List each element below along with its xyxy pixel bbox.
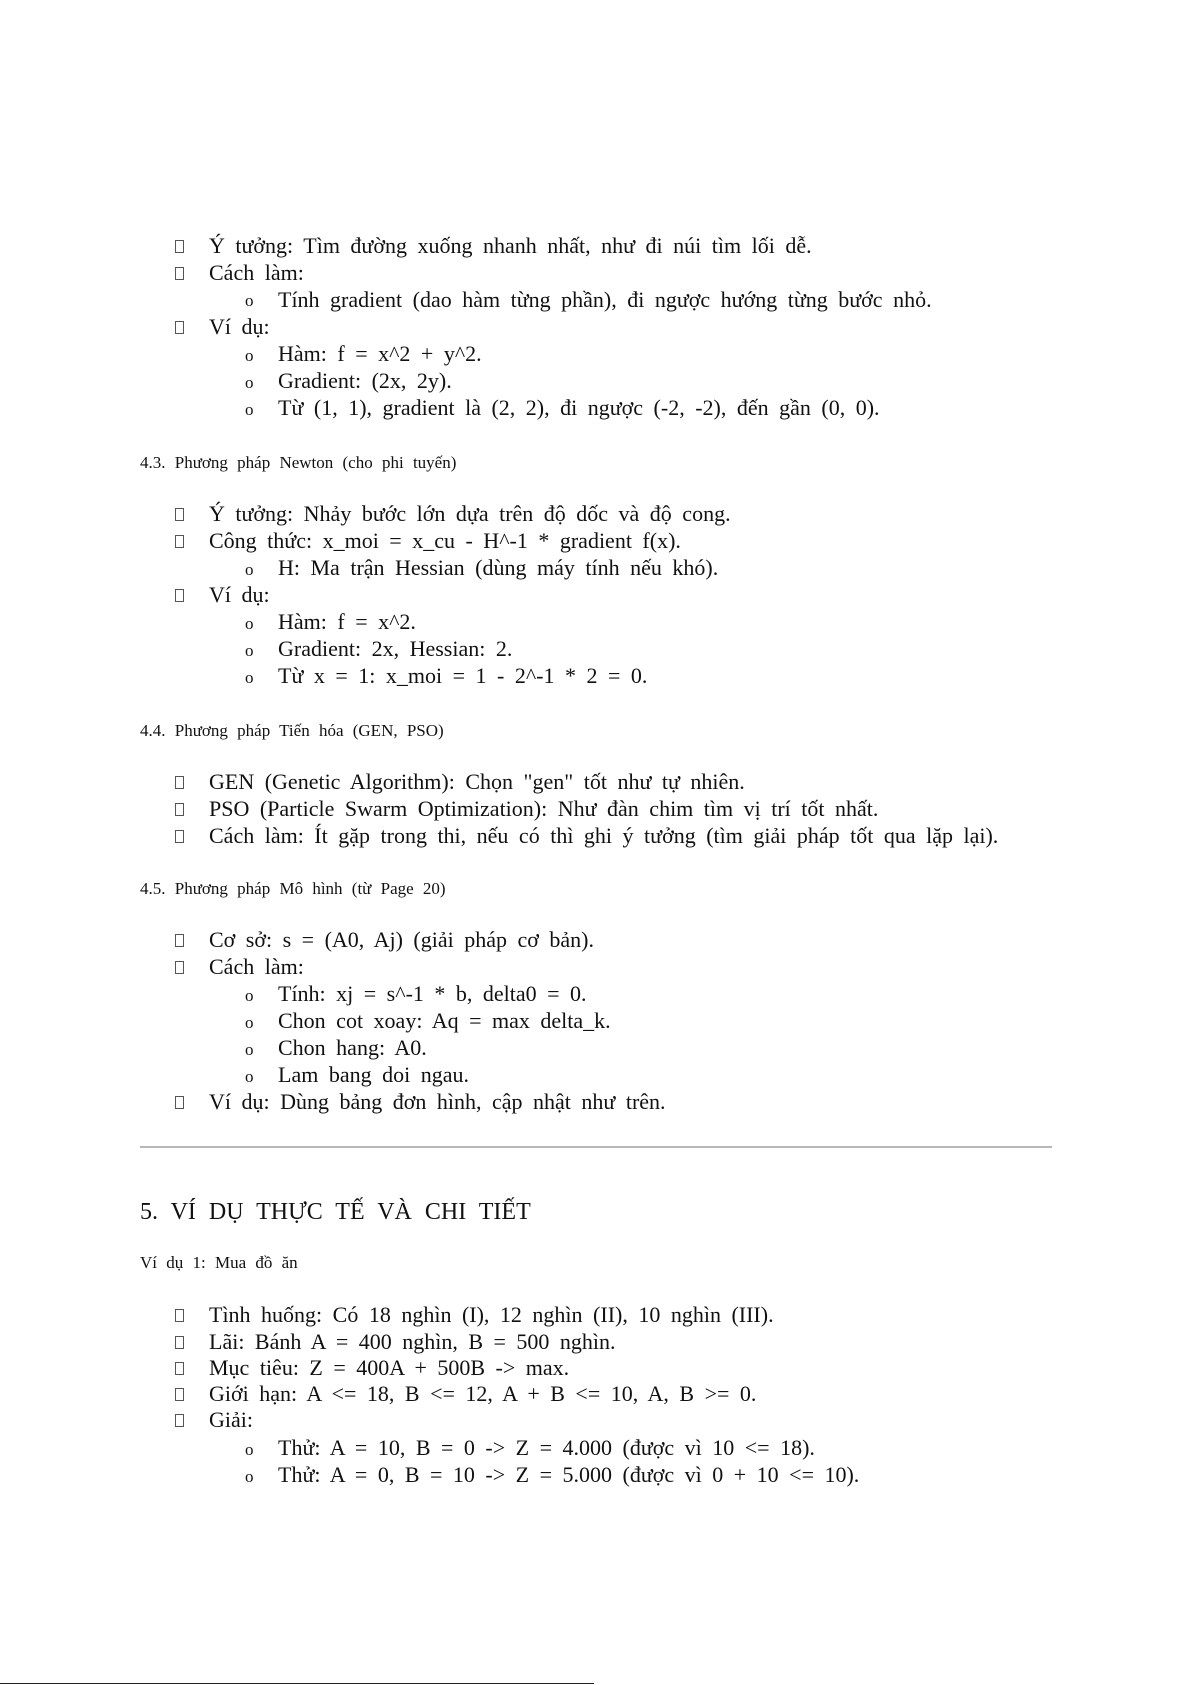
sub-list-item: Chon hang: A0. xyxy=(278,1035,427,1060)
sub-bullet-marker: o xyxy=(245,1013,254,1032)
sub-list-item: Thử: A = 10, B = 0 -> Z = 4.000 (được vì 10 <= 18). xyxy=(278,1435,815,1460)
sub-bullet-marker: o xyxy=(245,1067,254,1086)
sub-bullet-marker: o xyxy=(245,346,254,365)
list-item: Cách làm: xyxy=(209,260,304,285)
sub-list-item: Lam bang doi ngau. xyxy=(278,1062,469,1087)
bullet-icon xyxy=(175,961,184,974)
bullet-icon xyxy=(175,776,184,789)
section-heading-4-3: 4.3. Phương pháp Newton (cho phi tuyến) xyxy=(140,453,457,472)
sub-list-item: Hàm: f = x^2 + y^2. xyxy=(278,341,482,366)
sub-bullet-marker: o xyxy=(245,668,254,687)
list-item: Mục tiêu: Z = 400A + 500B -> max. xyxy=(209,1355,570,1380)
list-item: Giải: xyxy=(209,1407,253,1432)
sub-bullet-marker: o xyxy=(245,1440,254,1459)
list-item: Tình huống: Có 18 nghìn (I), 12 nghìn (II), 10 nghìn (III). xyxy=(209,1302,774,1327)
bullet-icon xyxy=(175,830,184,843)
sub-bullet-marker: o xyxy=(245,641,254,660)
list-item: Cách làm: Ít gặp trong thi, nếu có thì ghi ý tưởng (tìm giải pháp tốt qua lặp lại). xyxy=(209,823,999,848)
list-item: Cơ sở: s = (A0, Aj) (giải pháp cơ bản). xyxy=(209,927,594,952)
horizontal-divider xyxy=(140,1146,1052,1148)
list-item: Ý tưởng: Tìm đường xuống nhanh nhất, như đi núi tìm lối dễ. xyxy=(209,233,812,258)
bullet-icon xyxy=(175,934,184,947)
sub-list-item: Từ x = 1: x_moi = 1 - 2^-1 * 2 = 0. xyxy=(278,663,648,688)
bullet-icon xyxy=(175,535,184,548)
list-item: Ý tưởng: Nhảy bước lớn dựa trên độ dốc và độ cong. xyxy=(209,501,731,526)
bullet-icon xyxy=(175,1336,184,1349)
sub-bullet-marker: o xyxy=(245,400,254,419)
list-item: GEN (Genetic Algorithm): Chọn "gen" tốt như tự nhiên. xyxy=(209,769,745,794)
sub-bullet-marker: o xyxy=(245,1467,254,1486)
bullet-icon xyxy=(175,508,184,521)
bullet-icon xyxy=(175,267,184,280)
bullet-icon xyxy=(175,240,184,253)
section-heading-5: 5. VÍ DỤ THỰC TẾ VÀ CHI TIẾT xyxy=(140,1199,531,1225)
sub-bullet-marker: o xyxy=(245,614,254,633)
sub-bullet-marker: o xyxy=(245,291,254,310)
bullet-icon xyxy=(175,1388,184,1401)
example-heading: Ví dụ 1: Mua đồ ăn xyxy=(140,1253,298,1272)
sub-list-item: Chon cot xoay: Aq = max delta_k. xyxy=(278,1008,611,1033)
sub-bullet-marker: o xyxy=(245,560,254,579)
page-bottom-rule xyxy=(0,1683,594,1684)
sub-list-item: Từ (1, 1), gradient là (2, 2), đi ngược (-2, -2), đến gần (0, 0). xyxy=(278,395,880,420)
list-item: Cách làm: xyxy=(209,954,304,979)
sub-list-item: Hàm: f = x^2. xyxy=(278,609,416,634)
list-item: PSO (Particle Swarm Optimization): Như đàn chim tìm vị trí tốt nhất. xyxy=(209,796,879,821)
sub-bullet-marker: o xyxy=(245,373,254,392)
bullet-icon xyxy=(175,1414,184,1427)
list-item: Công thức: x_moi = x_cu - H^-1 * gradient f(x). xyxy=(209,528,681,553)
bullet-icon xyxy=(175,803,184,816)
bullet-icon xyxy=(175,1096,184,1109)
list-item: Lãi: Bánh A = 400 nghìn, B = 500 nghìn. xyxy=(209,1329,616,1354)
section-heading-4-4: 4.4. Phương pháp Tiến hóa (GEN, PSO) xyxy=(140,721,444,740)
sub-bullet-marker: o xyxy=(245,1040,254,1059)
sub-list-item: Gradient: (2x, 2y). xyxy=(278,368,452,393)
sub-list-item: Gradient: 2x, Hessian: 2. xyxy=(278,636,513,661)
sub-list-item: H: Ma trận Hessian (dùng máy tính nếu khó). xyxy=(278,555,719,580)
sub-bullet-marker: o xyxy=(245,986,254,1005)
sub-list-item: Tính gradient (dao hàm từng phần), đi ngược hướng từng bước nhỏ. xyxy=(278,287,932,312)
bullet-icon xyxy=(175,1309,184,1322)
list-item: Giới hạn: A <= 18, B <= 12, A + B <= 10, A, B >= 0. xyxy=(209,1381,757,1406)
bullet-icon xyxy=(175,589,184,602)
sub-list-item: Tính: xj = s^-1 * b, delta0 = 0. xyxy=(278,981,587,1006)
section-heading-4-5: 4.5. Phương pháp Mô hình (từ Page 20) xyxy=(140,879,446,898)
list-item: Ví dụ: xyxy=(209,314,270,339)
sub-list-item: Thử: A = 0, B = 10 -> Z = 5.000 (được vì 0 + 10 <= 10). xyxy=(278,1462,860,1487)
bullet-icon xyxy=(175,321,184,334)
list-item: Ví dụ: Dùng bảng đơn hình, cập nhật như trên. xyxy=(209,1089,666,1114)
bullet-icon xyxy=(175,1362,184,1375)
list-item: Ví dụ: xyxy=(209,582,270,607)
